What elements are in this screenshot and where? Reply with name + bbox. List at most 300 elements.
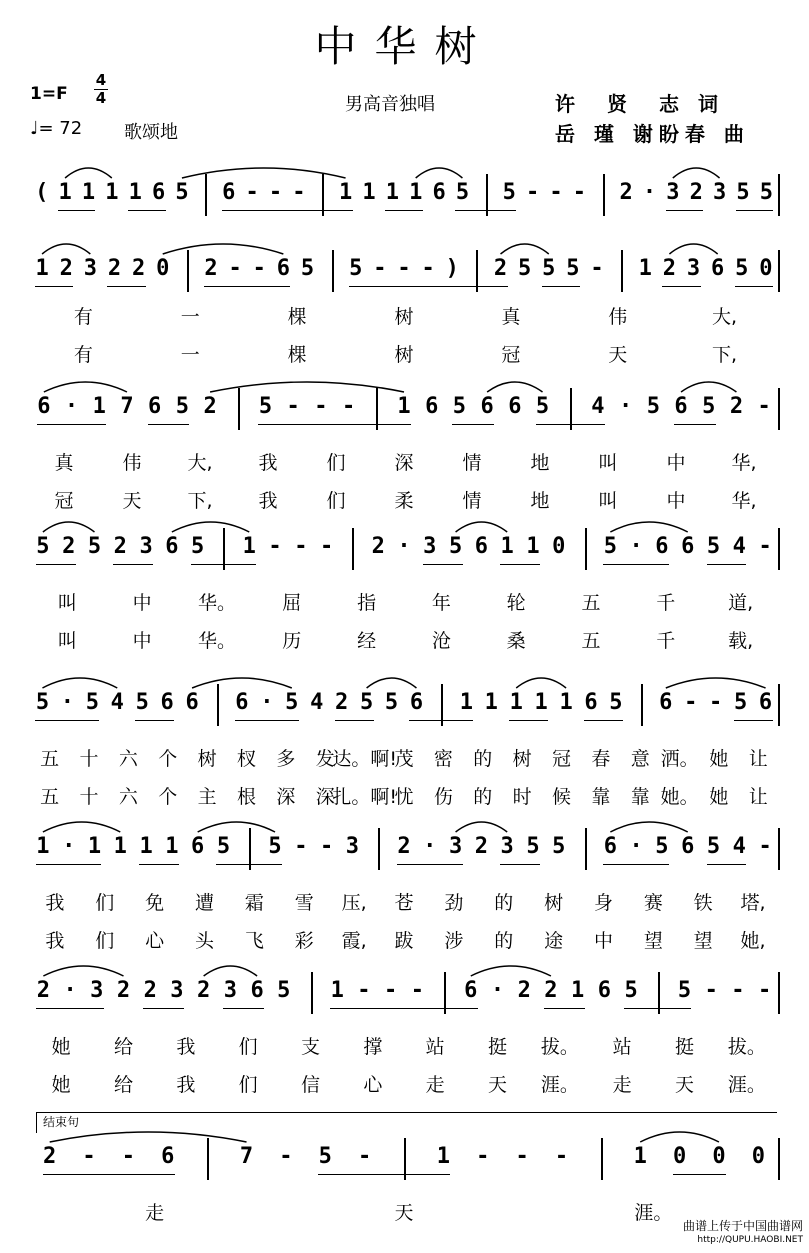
note: - [82, 1144, 96, 1169]
note: - [245, 180, 259, 205]
lyric-syllable: 伤 [433, 786, 453, 808]
lyric-syllable: 中 [593, 930, 613, 952]
lyric-syllable: 涯。 [540, 1074, 579, 1096]
note: 3 [345, 834, 360, 859]
note: - [294, 834, 308, 859]
note: 5 [702, 394, 716, 419]
beam-underline [349, 286, 508, 287]
note: 5 [455, 180, 470, 205]
lyric-syllable: 棵 [287, 306, 307, 328]
lyric-syllable: 中 [132, 630, 152, 652]
note: · [423, 834, 437, 859]
staff-line-4 [0, 520, 809, 652]
note: 2 [62, 534, 76, 559]
note: 3 [170, 978, 184, 1003]
lyric-syllable: 主 [197, 786, 217, 808]
beam-underline [397, 864, 463, 865]
lyric-syllable: 涉 [444, 930, 464, 952]
note: 6 [758, 690, 773, 715]
lyric-syllable: 根 [237, 786, 257, 808]
beam-underline [452, 424, 494, 425]
note: · [260, 690, 274, 715]
lyric-syllable: 途 [544, 930, 564, 952]
beam-underline [139, 864, 179, 865]
note: 4 [732, 534, 746, 559]
note: - [397, 256, 411, 281]
lyric-syllable: 她。 [660, 786, 699, 808]
lyric-syllable: 我 [258, 490, 278, 512]
note: 5 [566, 256, 580, 281]
lyric-syllable: 走 [425, 1074, 445, 1096]
lyric-syllable: 真 [501, 306, 521, 328]
time-signature-numerator: 4 [95, 71, 107, 89]
lyric-syllable: 大, [187, 452, 213, 474]
slur [640, 1132, 719, 1142]
lyric-syllable: 我 [176, 1074, 196, 1096]
lyric-syllable: 中 [666, 490, 686, 512]
lyric-syllable: 千 [656, 592, 676, 614]
beam-underline [36, 564, 76, 565]
lyric-syllable: 望 [643, 930, 663, 952]
note: - [758, 978, 772, 1003]
slur-layer [0, 242, 809, 262]
lyric-syllable: 深 [276, 786, 296, 808]
lyric-syllable: 苍 [394, 892, 414, 914]
note: 1 [35, 256, 49, 281]
lyric-syllable: 意 [630, 748, 650, 770]
lyric-syllable: 多 [276, 748, 296, 770]
note: 5 [135, 690, 149, 715]
lyric-syllable: 靠 [591, 786, 611, 808]
lyric-syllable: 叫 [598, 490, 618, 512]
note: - [358, 1144, 372, 1169]
note: 6 [151, 180, 166, 205]
lyric-syllable: 时 [512, 786, 532, 808]
beam-underline [674, 424, 716, 425]
lyric-syllable: 她 [709, 748, 729, 770]
note: 6 [597, 978, 611, 1003]
beam-underline [36, 864, 102, 865]
note: - [279, 1144, 293, 1169]
note: 6 [161, 1144, 175, 1169]
beam-underline [36, 1008, 103, 1009]
lyric-syllable: 冠 [551, 748, 571, 770]
lyric-syllable: 天 [608, 344, 628, 366]
lyric-syllable: 她 [51, 1036, 71, 1058]
note: 5 [735, 256, 749, 281]
note: ( [35, 180, 49, 205]
lyric-syllable: 遭 [195, 892, 215, 914]
note: 0 [712, 1144, 726, 1169]
coda-bracket [36, 1112, 777, 1133]
lyric-syllable: 拔。 [540, 1036, 579, 1058]
note: 1 [500, 534, 514, 559]
beam-underline [666, 210, 703, 211]
note: 6 [659, 690, 673, 715]
beam-underline [500, 864, 540, 865]
note: - [268, 534, 282, 559]
lyric-syllable: 华, [731, 452, 757, 474]
lyric-syllable: 靠 [630, 786, 650, 808]
note: 1 [385, 180, 399, 205]
note: 1 [165, 834, 179, 859]
lyric-syllable: 站 [612, 1036, 632, 1058]
note: 5 [191, 534, 205, 559]
lyric-syllable: 们 [95, 892, 115, 914]
lyric-syllable: 心 [145, 930, 165, 952]
slur-layer [0, 380, 809, 400]
lyric-syllable: 她, [740, 930, 766, 952]
note: 6 [185, 690, 199, 715]
lyric-syllable: 们 [238, 1074, 258, 1096]
beam-underline [409, 720, 473, 721]
lyric-syllable: 涯。 [727, 1074, 766, 1096]
lyric-syllable: 忧 [394, 786, 414, 808]
note: - [384, 978, 398, 1003]
slur [456, 822, 508, 832]
note: 0 [751, 1144, 765, 1169]
tempo-marking: ♩= 72 [30, 118, 83, 139]
note: 0 [759, 256, 773, 281]
time-signature [94, 72, 108, 107]
lyric-syllable: 铁 [693, 892, 713, 914]
lyric-syllable: 发 [315, 748, 335, 770]
lyric-syllable: 十 [79, 748, 99, 770]
note: 5 [736, 180, 750, 205]
slur [210, 382, 404, 392]
beam-underline [143, 1008, 184, 1009]
note: 1 [559, 690, 573, 715]
note: 1 [242, 534, 256, 559]
note: - [549, 180, 563, 205]
beam-underline [662, 286, 700, 287]
lyric-syllable: 劲 [444, 892, 464, 914]
note: - [758, 834, 772, 859]
beam-underline [603, 864, 669, 865]
slur [666, 678, 766, 688]
lyric-syllable: 千 [656, 630, 676, 652]
slur-layer [0, 964, 809, 984]
lyric-syllable: 彩 [294, 930, 314, 952]
song-title: 中华树 [314, 22, 495, 71]
lyric-syllable: 深 [394, 452, 414, 474]
note: 5 [624, 978, 638, 1003]
beam-underline [258, 424, 411, 425]
note: 0 [672, 1144, 687, 1169]
lyric-syllable: 身 [593, 892, 613, 914]
lyric-syllable: 华。 [197, 630, 237, 652]
note: 6 [480, 394, 494, 419]
note: 5 [603, 534, 617, 559]
beam-underline [128, 210, 165, 211]
note: 6 [409, 690, 424, 715]
lyric-syllable: 历 [282, 630, 302, 652]
note: 3 [500, 834, 514, 859]
note: 5 [318, 1144, 332, 1169]
note: · [62, 834, 76, 859]
lyric-syllable: 压, [341, 892, 367, 914]
note: 5 [349, 256, 363, 281]
note: 1 [409, 180, 423, 205]
lyric-syllable: 深 [315, 786, 335, 808]
slur-layer [0, 676, 809, 696]
note: 2 [59, 256, 73, 281]
staff-line-7 [0, 964, 809, 1096]
lyric-syllable: 心 [363, 1074, 383, 1096]
lyric-syllable: 华。 [197, 592, 237, 614]
note: 5 [285, 690, 299, 715]
lyric-syllable: 春 [591, 748, 611, 770]
lyric-syllable: 叫 [598, 452, 618, 474]
note: 6 [674, 394, 688, 419]
lyric-syllable: 中 [132, 592, 152, 614]
lyric-syllable: 候 [551, 786, 571, 808]
lyric-syllable: 有 [73, 306, 93, 328]
lyric-syllable: 让 [748, 786, 768, 808]
note: 2 [474, 834, 488, 859]
note: 2 [619, 180, 633, 205]
note: 6 [222, 180, 236, 205]
note: 2 [662, 256, 677, 281]
slur [487, 382, 542, 392]
lyric-syllable: 的 [473, 786, 493, 808]
note: 2 [143, 978, 157, 1003]
slur [669, 244, 717, 254]
lyric-syllable: 十 [79, 786, 99, 808]
lyric-syllable: 沧 [431, 630, 451, 652]
note: · [629, 834, 643, 859]
slur [610, 822, 687, 832]
beam-underline [148, 424, 190, 425]
note: 2 [493, 256, 508, 281]
lyric-syllable: 撑 [363, 1036, 383, 1058]
lyric-syllable: 天 [674, 1074, 695, 1096]
note: 6 [655, 534, 669, 559]
slur [42, 244, 90, 254]
beam-underline [191, 564, 257, 565]
lyric-syllable: 个 [158, 786, 178, 808]
note: 2 [197, 978, 211, 1003]
note: 6 [432, 180, 446, 205]
lyric-syllable: 给 [113, 1036, 134, 1058]
note: 4 [732, 834, 746, 859]
note: 5 [502, 180, 516, 205]
beam-underline [223, 1008, 264, 1009]
expression-marking: 歌颂地 [124, 122, 178, 143]
note: 1 [128, 180, 142, 205]
note: 2 [107, 256, 122, 281]
lyric-syllable: 头 [195, 930, 215, 952]
note: - [731, 978, 745, 1003]
beam-underline [707, 864, 747, 865]
note: 6 [681, 534, 695, 559]
note: 5 [216, 834, 231, 859]
note: 6 [250, 978, 264, 1003]
lyric-syllable: 棵 [287, 344, 307, 366]
note: - [292, 180, 306, 205]
lyric-syllable: 桑 [506, 630, 526, 652]
lyric-syllable: 柔 [394, 490, 414, 512]
note: - [410, 978, 424, 1003]
note: 5 [359, 690, 374, 715]
beam-underline [43, 1174, 175, 1175]
note: 5 [175, 180, 189, 205]
beam-underline [542, 286, 580, 287]
beam-underline [335, 720, 374, 721]
note: - [314, 394, 328, 419]
lyric-syllable: 她 [51, 1074, 71, 1096]
note: 5 [448, 534, 463, 559]
note: - [228, 256, 242, 281]
note: 1 [526, 534, 540, 559]
note: 5 [87, 534, 102, 559]
beam-underline [500, 564, 540, 565]
note: 1 [105, 180, 119, 205]
staff-line-3 [0, 380, 809, 512]
beam-underline [603, 564, 669, 565]
footer-watermark [683, 1219, 803, 1247]
slur [50, 1132, 247, 1142]
lyric-syllable: 有 [73, 344, 93, 366]
lyric-syllable: 茂 [394, 748, 414, 770]
beam-underline [734, 720, 773, 721]
lyric-syllable: 天 [122, 490, 142, 512]
lyric-syllable: 雪 [294, 892, 314, 914]
lyric-syllable: 免 [145, 892, 165, 914]
beam-underline [318, 1174, 450, 1175]
note: 1 [638, 256, 652, 281]
note: 2 [517, 978, 531, 1003]
slur [456, 522, 508, 532]
note: - [319, 834, 334, 859]
lyric-syllable: 一 [180, 344, 200, 366]
lyric-syllable: 我 [176, 1036, 196, 1058]
note: 1 [113, 834, 127, 859]
beam-underline [673, 1174, 726, 1175]
note: 5 [277, 978, 291, 1003]
lyric-syllable: 载, [728, 630, 754, 652]
slur [673, 168, 720, 178]
slur [163, 244, 284, 254]
note: 1 [459, 690, 473, 715]
beam-underline [58, 210, 95, 211]
lyric-syllable: 真 [54, 452, 74, 474]
note: 0 [552, 534, 566, 559]
lyric-syllable: 密 [433, 748, 453, 770]
lyric-syllable: 的 [494, 930, 514, 952]
beam-underline [222, 210, 353, 211]
note: 5 [384, 690, 399, 715]
slur [416, 168, 463, 178]
note: 6 [584, 690, 598, 715]
note: 1 [58, 180, 72, 205]
note: 2 [729, 394, 744, 419]
note: - [357, 978, 371, 1003]
lyric-syllable: 们 [238, 1036, 258, 1058]
note: 5 [36, 534, 50, 559]
note: 5 [677, 978, 692, 1003]
lyric-syllable: 指 [357, 592, 377, 614]
note: 5 [258, 394, 273, 419]
lyric-syllable: 六 [118, 786, 138, 808]
beam-underline [423, 564, 463, 565]
note: 1 [330, 978, 344, 1003]
note: - [704, 978, 718, 1003]
note: 1 [87, 834, 102, 859]
note: - [525, 180, 540, 205]
note: 1 [139, 834, 153, 859]
note: 3 [686, 256, 701, 281]
note: 5 [35, 690, 50, 715]
slur [43, 966, 123, 976]
note: 3 [666, 180, 680, 205]
note: 2 [203, 394, 217, 419]
note: 1 [633, 1144, 647, 1169]
note: 6 [276, 256, 290, 281]
lyric-syllable: 扎。啊! [332, 786, 397, 808]
lyric-syllable: 轮 [506, 592, 526, 614]
note: 5 [175, 394, 189, 419]
beam-underline [735, 286, 773, 287]
note: 2 [36, 978, 50, 1003]
lyric-syllable: 大, [712, 306, 738, 328]
performance-note: 男高音独唱 [345, 94, 435, 115]
note: 2 [43, 1144, 57, 1169]
slur [501, 244, 549, 254]
lyric-syllable: 达。啊! [332, 748, 397, 770]
lyric-syllable: 站 [425, 1036, 445, 1058]
slur [192, 678, 292, 688]
note: - [757, 394, 771, 419]
composer-credit: 岳 瑾 谢盼春 曲 [555, 122, 750, 146]
note: - [319, 534, 334, 559]
note: ) [445, 256, 459, 281]
note: 6 [603, 834, 617, 859]
lyric-syllable: 经 [357, 630, 377, 652]
note: - [252, 256, 266, 281]
lyric-syllable: 赛 [643, 892, 663, 914]
slur-layer [0, 820, 809, 840]
lyric-syllable: 冠 [501, 344, 521, 366]
note: 6 [165, 534, 179, 559]
note: 2 [131, 256, 146, 281]
lyric-syllable: 霜 [244, 892, 264, 914]
note: 6 [235, 690, 249, 715]
note: 5 [609, 690, 623, 715]
lyric-syllable: 中 [666, 452, 686, 474]
lyric-syllable: 一 [180, 306, 200, 328]
note: · [619, 394, 633, 419]
note: 1 [534, 690, 548, 715]
note: 5 [552, 834, 566, 859]
note: 6 [37, 394, 51, 419]
lyric-syllable: 洒。 [660, 748, 699, 770]
note: - [554, 1144, 569, 1169]
staff-line-6 [0, 820, 809, 952]
lyric-syllable: 地 [530, 452, 550, 474]
lyric-syllable: 个 [158, 748, 178, 770]
note: 3 [223, 978, 237, 1003]
note: 1 [509, 690, 523, 715]
lyric-syllable: 我 [258, 452, 278, 474]
lyric-syllable: 道, [728, 592, 754, 614]
note: - [590, 256, 604, 281]
beam-underline [544, 1008, 585, 1009]
key-signature: 1=F [30, 84, 68, 104]
lyric-syllable: 的 [473, 748, 493, 770]
lyric-syllable: 信 [300, 1074, 321, 1096]
note: 1 [397, 394, 411, 419]
